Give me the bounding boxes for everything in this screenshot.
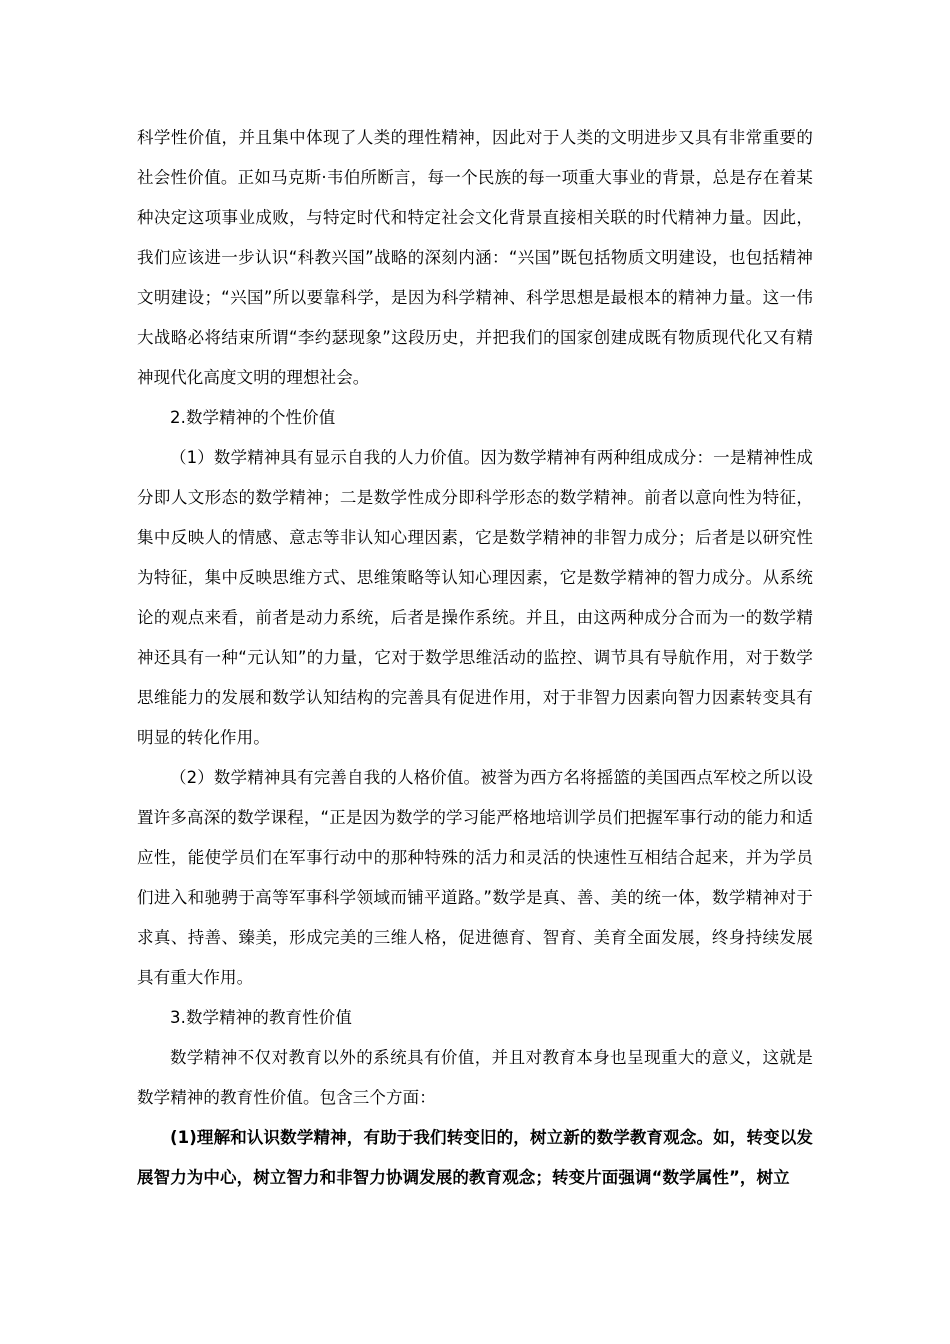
section-heading-individual-value: 2.数学精神的个性价值 [170, 408, 336, 427]
paragraph-continuation: 科学性价值，并且集中体现了人类的理性精神，因此对于人类的文明进步又具有非常重要的社会性价值。正如马克斯·韦伯所断言，每一个民族的每一项重大事业的背景，总是存在着某种决定这项事业成败，与特定时代和特定社会文化背景直接相关联的时代精神力量。因此，我们应该进一步认识“科教兴国”战略的深刻内涵：“兴国”既包括物质文明建设，也包括精神文明建设；“兴国”所以要靠科学，是因为科学精神、科学思想是最根本的精神力量。这一伟大战略必将结束所谓“李约瑟现象”这段历史，并把我们的国家创建成既有物质现代化又有精神现代化高度文明的理想社会。 [137, 128, 813, 387]
paragraph-personality-value: （2）数学精神具有完善自我的人格价值。被誉为西方名将摇篮的美国西点军校之所以设置许多高深的数学课程，“正是因为数学的学习能严格地培训学员们把握军事行动的能力和适应性，能使学员们在军事行动中的那种特殊的活力和灵活的快速性互相结合起来，并为学员们进入和驰骋于高等军事科学领域而铺平道路。”数学是真、善、美的统一体，数学精神对于求真、持善、臻美，形成完美的三维人格，促进德育、智育、美育全面发展，终身持续发展具有重大作用。 [137, 768, 813, 987]
document-body [137, 118, 813, 1198]
section-heading-educational-value: 3.数学精神的教育性价值 [170, 1008, 352, 1027]
paragraph-educational-point-1: (1)理解和认识数学精神，有助于我们转变旧的，树立新的数学教育观念。如，转变以发展智力为中心，树立智力和非智力协调发展的教育观念；转变片面强调“数学属性”，树立 [137, 1128, 813, 1187]
paragraph-human-resource-value: （1）数学精神具有显示自我的人力价值。因为数学精神有两种组成成分：一是精神性成分即人文形态的数学精神；二是数学性成分即科学形态的数学精神。前者以意向性为特征，集中反映人的情感、意志等非认知心理因素，它是数学精神的非智力成分；后者是以研究性为特征，集中反映思维方式、思维策略等认知心理因素，它是数学精神的智力成分。从系统论的观点来看，前者是动力系统，后者是操作系统。并且，由这两种成分合而为一的数学精神还具有一种“元认知”的力量，它对于数学思维活动的监控、调节具有导航作用，对于数学思维能力的发展和数学认知结构的完善具有促进作用，对于非智力因素向智力因素转变具有明显的转化作用。 [137, 448, 813, 747]
paragraph-educational-value-intro: 数学精神不仅对教育以外的系统具有价值，并且对教育本身也呈现重大的意义，这就是数学精神的教育性价值。包含三个方面： [137, 1048, 813, 1107]
